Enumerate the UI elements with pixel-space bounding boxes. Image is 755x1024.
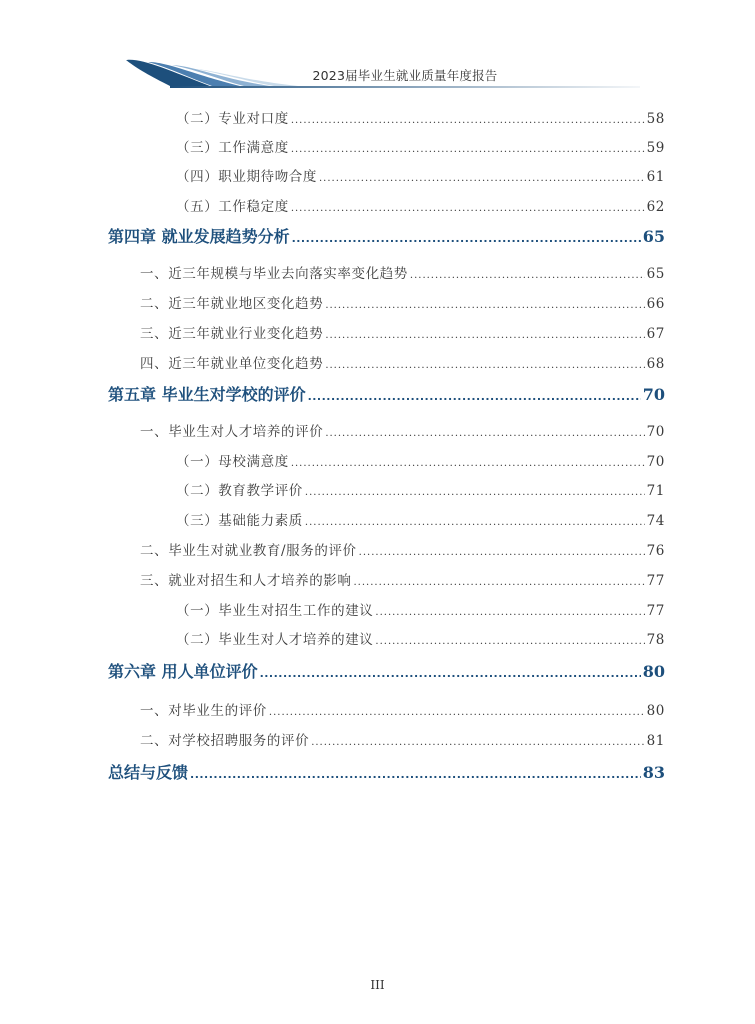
toc-dot-leader: [325, 351, 644, 381]
toc-entry-title: 二、近三年就业地区变化趋势: [140, 296, 324, 312]
toc-entry-title: 第六章 用人单位评价: [108, 662, 258, 681]
toc-page-number: 65: [646, 266, 665, 282]
toc-entry-title: （二）毕业生对人才培养的建议: [176, 632, 374, 648]
toc-entry[interactable]: [140, 726, 665, 756]
toc-dot-leader: [291, 449, 645, 479]
toc-dot-leader: [410, 261, 645, 291]
toc-entry[interactable]: [140, 259, 665, 289]
toc-entry-title: 二、毕业生对就业教育/服务的评价: [140, 543, 357, 559]
toc-entry[interactable]: [140, 696, 665, 726]
toc-dot-leader: [308, 382, 641, 412]
toc-dot-leader: [291, 106, 645, 136]
toc-page-number: 70: [642, 385, 665, 404]
toc-entry-title: 四、近三年就业单位变化趋势: [140, 356, 324, 372]
toc-entry-title: 三、就业对招生和人才培养的影响: [140, 573, 352, 589]
toc-entry-title: 二、对学校招聘服务的评价: [140, 733, 310, 749]
toc-entry-title: （一）毕业生对招生工作的建议: [176, 603, 374, 619]
toc-dot-leader: [190, 760, 641, 790]
toc-page-number: 66: [646, 296, 665, 312]
toc-dot-leader: [325, 321, 644, 351]
toc-entry-title: （三）工作满意度: [176, 140, 289, 156]
toc-dot-leader: [311, 728, 644, 758]
toc-page-number: 67: [646, 326, 665, 342]
toc-entry[interactable]: [140, 417, 665, 447]
toc-entry-title: （二）教育教学评价: [176, 483, 303, 499]
toc-page-number: 74: [646, 513, 665, 529]
toc-entry-title: （三）基础能力素质: [176, 513, 303, 529]
toc-entry[interactable]: [176, 476, 665, 506]
toc-page-number: 77: [646, 603, 665, 619]
toc-page-number: 68: [646, 356, 665, 372]
toc-page-number: 78: [646, 632, 665, 648]
toc-entry[interactable]: [140, 289, 665, 319]
toc-page-number: 80: [646, 703, 665, 719]
toc-page-number: 61: [646, 169, 665, 185]
toc-page-number: 58: [646, 111, 665, 127]
toc-entry-title: 一、近三年规模与毕业去向落实率变化趋势: [140, 266, 408, 282]
toc-dot-leader: [319, 164, 645, 194]
toc-entry[interactable]: [176, 596, 665, 626]
toc-chapter-entry[interactable]: [108, 380, 665, 410]
header-title: 2023届毕业生就业质量年度报告: [312, 68, 498, 83]
toc-page-number: 76: [646, 543, 665, 559]
toc-dot-leader: [292, 224, 641, 254]
toc-dot-leader: [325, 419, 644, 449]
toc-page-number: 81: [646, 733, 665, 749]
toc-dot-leader: [375, 627, 644, 657]
toc-entry[interactable]: [140, 349, 665, 379]
toc-entry-title: （一）母校满意度: [176, 454, 289, 470]
toc-page-number: 77: [646, 573, 665, 589]
toc-dot-leader: [305, 508, 645, 538]
toc-entry[interactable]: [176, 625, 665, 655]
page-header: [0, 0, 755, 100]
toc-entry[interactable]: [140, 536, 665, 566]
toc-dot-leader: [354, 568, 645, 598]
toc-dot-leader: [260, 659, 641, 689]
toc-dot-leader: [325, 291, 644, 321]
toc-entry-title: 第四章 就业发展趋势分析: [108, 227, 290, 246]
toc-page-number: 65: [642, 227, 665, 246]
toc-entry[interactable]: [176, 447, 665, 477]
page-number: III: [370, 978, 385, 992]
toc-chapter-entry[interactable]: [108, 758, 665, 788]
toc-dot-leader: [359, 538, 645, 568]
toc-page-number: 80: [642, 662, 665, 681]
toc-entry[interactable]: [176, 104, 665, 134]
toc-entry-title: 总结与反馈: [108, 763, 189, 782]
toc-entry[interactable]: [176, 133, 665, 163]
toc-entry[interactable]: [176, 506, 665, 536]
toc-page-number: 83: [642, 763, 665, 782]
toc-entry-title: 一、对毕业生的评价: [140, 703, 267, 719]
toc-entry-title: 三、近三年就业行业变化趋势: [140, 326, 324, 342]
toc-page-number: 59: [646, 140, 665, 156]
toc-entry-title: 一、毕业生对人才培养的评价: [140, 424, 324, 440]
toc-entry-title: （二）专业对口度: [176, 111, 289, 127]
toc-entry-title: （四）职业期待吻合度: [176, 169, 317, 185]
toc-dot-leader: [305, 478, 645, 508]
toc-page-number: 70: [646, 424, 665, 440]
toc-dot-leader: [291, 194, 645, 224]
toc-page-number: 62: [646, 199, 665, 215]
toc-entry[interactable]: [140, 566, 665, 596]
toc-chapter-entry[interactable]: [108, 657, 665, 687]
toc-entry-title: （五）工作稳定度: [176, 199, 289, 215]
toc-entry[interactable]: [176, 162, 665, 192]
toc-dot-leader: [375, 598, 644, 628]
toc-dot-leader: [269, 698, 645, 728]
toc-page-number: 71: [646, 483, 665, 499]
toc-page-number: 70: [646, 454, 665, 470]
toc-entry-title: 第五章 毕业生对学校的评价: [108, 385, 306, 404]
toc-entry[interactable]: [140, 319, 665, 349]
toc-chapter-entry[interactable]: [108, 222, 665, 252]
toc-entry[interactable]: [176, 192, 665, 222]
toc-dot-leader: [291, 135, 645, 165]
